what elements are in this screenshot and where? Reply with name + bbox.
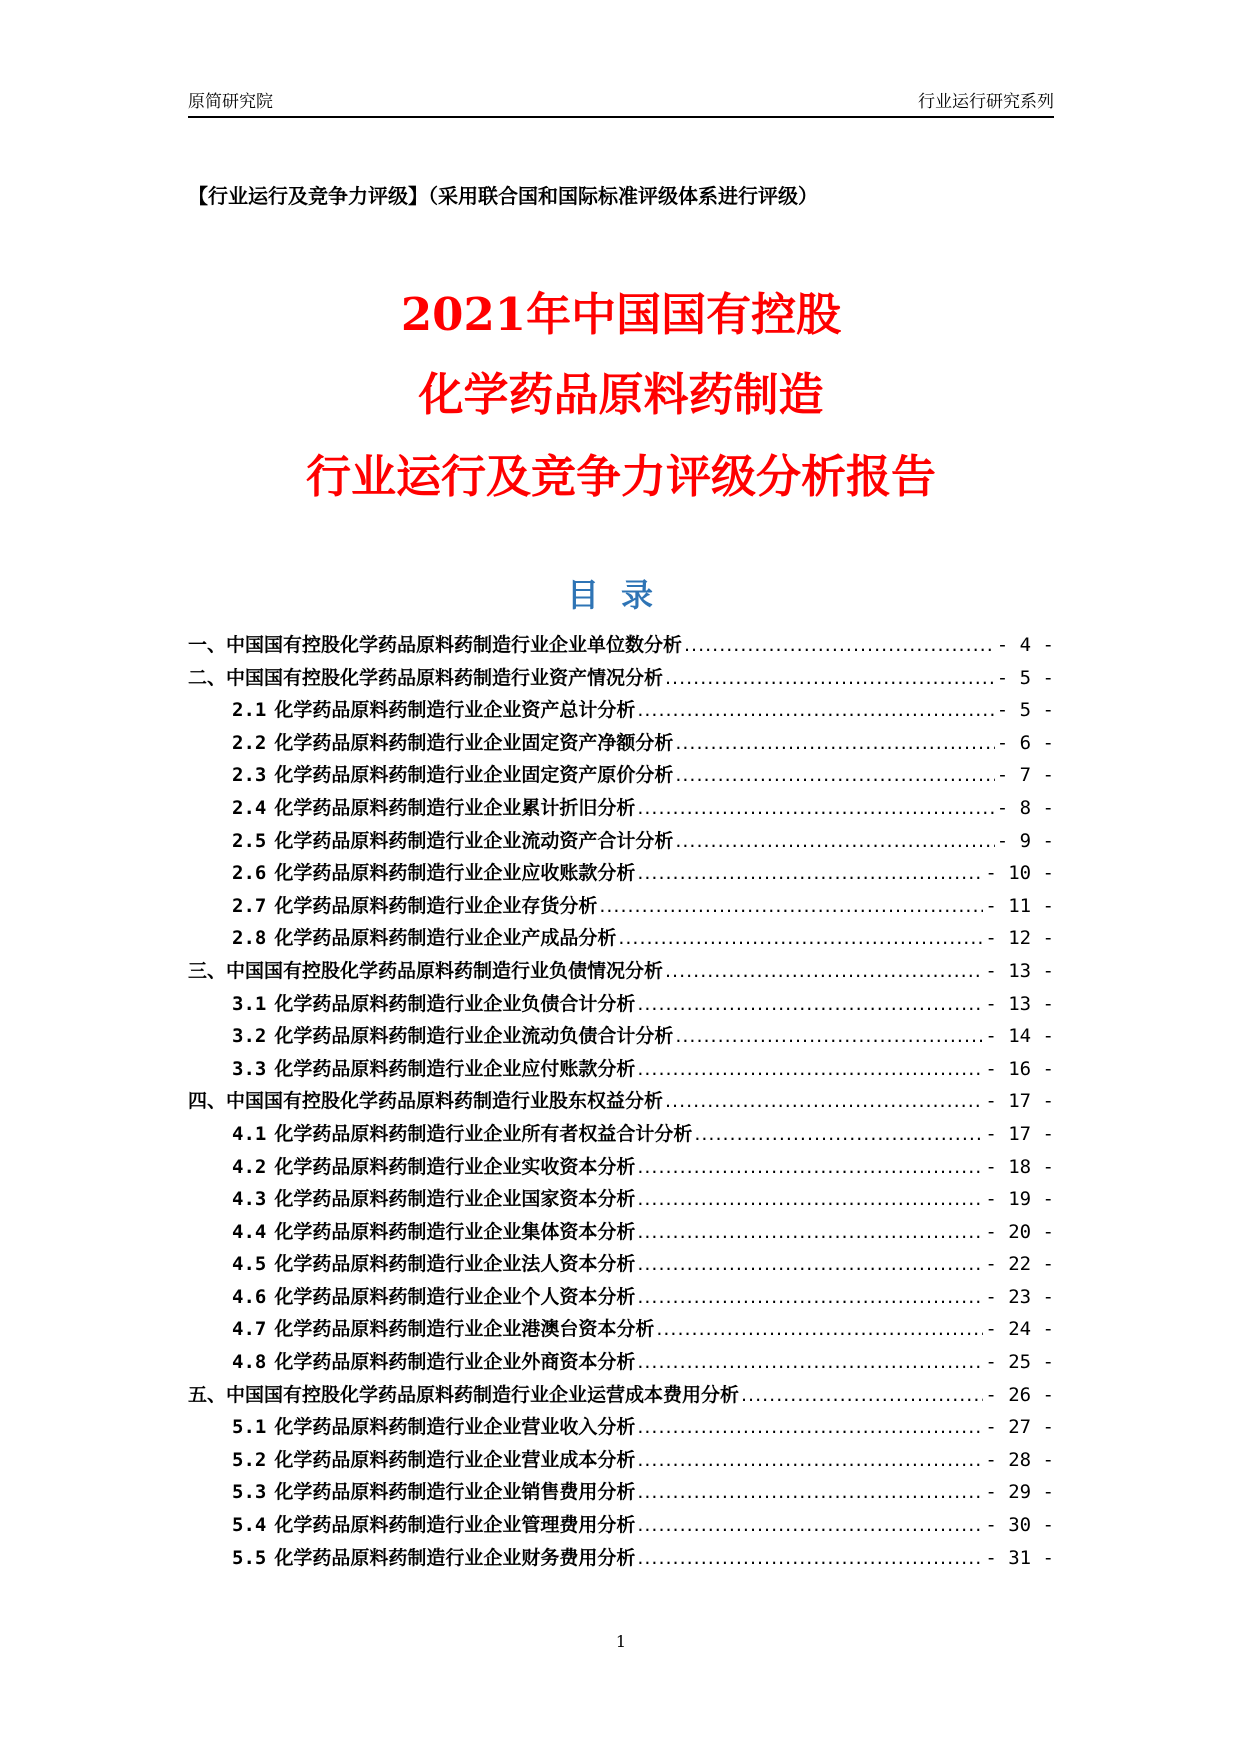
page-number: 1 bbox=[615, 1632, 627, 1651]
toc-entry-title: 五、中国国有控股化学药品原料药制造行业企业运营成本费用分析 bbox=[188, 1383, 740, 1406]
toc-entry-page: - 17 - bbox=[985, 1090, 1054, 1113]
toc-entry[interactable] bbox=[188, 988, 1054, 1021]
toc-dot-leader bbox=[637, 1248, 983, 1280]
toc-dot-leader bbox=[637, 1183, 983, 1215]
toc-entry[interactable] bbox=[188, 825, 1054, 858]
toc-entry[interactable] bbox=[188, 792, 1054, 825]
toc-entry[interactable] bbox=[188, 662, 1054, 695]
toc-entry-number: 4.2 bbox=[232, 1155, 267, 1178]
toc-entry-title: 化学药品原料药制造行业企业存货分析 bbox=[274, 894, 598, 917]
toc-entry-number: 2.2 bbox=[232, 731, 267, 754]
toc-entry-number: 4.4 bbox=[232, 1220, 267, 1243]
toc-dot-leader bbox=[637, 792, 994, 824]
toc-dot-leader bbox=[637, 1444, 983, 1476]
toc-entry-title: 化学药品原料药制造行业企业所有者权益合计分析 bbox=[274, 1122, 693, 1145]
toc-entry-title: 化学药品原料药制造行业企业应付账款分析 bbox=[274, 1057, 636, 1080]
toc-entry-number: 5.2 bbox=[232, 1448, 267, 1471]
toc-dot-leader bbox=[675, 1020, 983, 1052]
header-series: 行业运行研究系列 bbox=[918, 92, 1054, 112]
toc-entry[interactable] bbox=[188, 629, 1054, 662]
toc-entry-title: 化学药品原料药制造行业企业负债合计分析 bbox=[274, 992, 636, 1015]
page-header bbox=[188, 88, 1054, 116]
header-organization: 原简研究院 bbox=[188, 92, 273, 112]
toc-entry-title: 化学药品原料药制造行业企业法人资本分析 bbox=[274, 1253, 636, 1276]
toc-entry-number: 4.7 bbox=[232, 1318, 267, 1341]
toc-dot-leader bbox=[675, 825, 994, 857]
toc-entry-page: - 17 - bbox=[985, 1122, 1054, 1145]
toc-entry-page: - 11 - bbox=[985, 894, 1054, 917]
toc-entry-number: 3.1 bbox=[232, 992, 267, 1015]
toc-entry-page: - 5 - bbox=[996, 666, 1054, 689]
toc-dot-leader bbox=[675, 727, 994, 759]
toc-entry-page: - 22 - bbox=[985, 1253, 1054, 1276]
toc-entry[interactable] bbox=[188, 1542, 1054, 1575]
toc-entry-number: 4.6 bbox=[232, 1285, 267, 1308]
toc-entry-title: 化学药品原料药制造行业企业管理费用分析 bbox=[274, 1514, 636, 1537]
toc-entry[interactable] bbox=[188, 727, 1054, 760]
toc-entry[interactable] bbox=[188, 1444, 1054, 1477]
toc-entry-number: 4.8 bbox=[232, 1351, 267, 1374]
toc-entry-number: 4.5 bbox=[232, 1253, 267, 1276]
toc-dot-leader bbox=[694, 1118, 983, 1150]
toc-entry-title: 化学药品原料药制造行业企业产成品分析 bbox=[274, 927, 617, 950]
toc-dot-leader bbox=[684, 629, 995, 661]
toc-entry-title: 化学药品原料药制造行业企业个人资本分析 bbox=[274, 1285, 636, 1308]
toc-entry[interactable] bbox=[188, 1085, 1054, 1118]
toc-entry-page: - 29 - bbox=[985, 1481, 1054, 1504]
toc-entry[interactable] bbox=[188, 1346, 1054, 1379]
toc-entry-page: - 10 - bbox=[985, 862, 1054, 885]
toc-dot-leader bbox=[637, 1411, 983, 1443]
toc-entry-title: 化学药品原料药制造行业企业营业成本分析 bbox=[274, 1448, 636, 1471]
toc-entry-title: 化学药品原料药制造行业企业固定资产净额分析 bbox=[274, 731, 674, 754]
report-title-line-1: 2021年中国国有控股 bbox=[400, 288, 842, 341]
toc-entry-title: 化学药品原料药制造行业企业固定资产原价分析 bbox=[274, 764, 674, 787]
toc-dot-leader bbox=[665, 662, 995, 694]
toc-entry-page: - 20 - bbox=[985, 1220, 1054, 1243]
toc-entry-page: - 30 - bbox=[985, 1514, 1054, 1537]
toc-entry-page: - 25 - bbox=[985, 1351, 1054, 1374]
toc-entry[interactable] bbox=[188, 1020, 1054, 1053]
toc-dot-leader bbox=[637, 1053, 983, 1085]
toc-entry[interactable] bbox=[188, 1411, 1054, 1444]
toc-entry-page: - 28 - bbox=[985, 1448, 1054, 1471]
toc-entry-page: - 13 - bbox=[985, 959, 1054, 982]
toc-heading: 目录 bbox=[566, 576, 675, 614]
toc-entry[interactable] bbox=[188, 1248, 1054, 1281]
toc-entry-page: - 8 - bbox=[996, 796, 1054, 819]
toc-dot-leader bbox=[675, 759, 994, 791]
toc-entry-page: - 5 - bbox=[996, 699, 1054, 722]
toc-entry-title: 四、中国国有控股化学药品原料药制造行业股东权益分析 bbox=[188, 1090, 664, 1113]
toc-entry-number: 2.5 bbox=[232, 829, 267, 852]
toc-entry-number: 5.3 bbox=[232, 1481, 267, 1504]
toc-entry-number: 2.6 bbox=[232, 862, 267, 885]
toc-entry[interactable] bbox=[188, 857, 1054, 890]
toc-entry-number: 4.3 bbox=[232, 1188, 267, 1211]
toc-entry-title: 化学药品原料药制造行业企业集体资本分析 bbox=[274, 1220, 636, 1243]
toc-dot-leader bbox=[637, 1542, 983, 1574]
toc-entry[interactable] bbox=[188, 890, 1054, 923]
toc-entry-title: 化学药品原料药制造行业企业销售费用分析 bbox=[274, 1481, 636, 1504]
toc-dot-leader bbox=[637, 694, 994, 726]
toc-entry-page: - 31 - bbox=[985, 1546, 1054, 1569]
toc-entry[interactable] bbox=[188, 922, 1054, 955]
toc-entry-number: 2.1 bbox=[232, 699, 267, 722]
toc-entry-title: 化学药品原料药制造行业企业流动负债合计分析 bbox=[274, 1025, 674, 1048]
toc-entry-number: 2.7 bbox=[232, 894, 267, 917]
toc-dot-leader bbox=[637, 1281, 983, 1313]
toc-entry[interactable] bbox=[188, 694, 1054, 727]
toc-entry-title: 化学药品原料药制造行业企业财务费用分析 bbox=[274, 1546, 636, 1569]
toc-entry-page: - 27 - bbox=[985, 1416, 1054, 1439]
toc-entry-title: 二、中国国有控股化学药品原料药制造行业资产情况分析 bbox=[188, 666, 664, 689]
toc-entry[interactable] bbox=[188, 1151, 1054, 1184]
toc-entry-page: - 18 - bbox=[985, 1155, 1054, 1178]
toc-entry[interactable] bbox=[188, 1281, 1054, 1314]
toc-entry-title: 化学药品原料药制造行业企业累计折旧分析 bbox=[274, 796, 636, 819]
toc-dot-leader bbox=[656, 1313, 983, 1345]
toc-entry[interactable] bbox=[188, 1509, 1054, 1542]
report-title-line-3: 行业运行及竞争力评级分析报告 bbox=[305, 450, 936, 503]
toc-dot-leader bbox=[599, 890, 983, 922]
toc-dot-leader bbox=[637, 1346, 983, 1378]
toc-entry-page: - 16 - bbox=[985, 1057, 1054, 1080]
toc-entry[interactable] bbox=[188, 1379, 1054, 1412]
report-title-line-2: 化学药品原料药制造 bbox=[418, 368, 824, 421]
toc-entry-title: 化学药品原料药制造行业企业营业收入分析 bbox=[274, 1416, 636, 1439]
toc-entry-number: 2.3 bbox=[232, 764, 267, 787]
toc-entry-title: 化学药品原料药制造行业企业实收资本分析 bbox=[274, 1155, 636, 1178]
toc-entry-page: - 4 - bbox=[996, 634, 1054, 656]
table-of-contents bbox=[188, 629, 1054, 1574]
toc-entry-number: 5.4 bbox=[232, 1514, 267, 1537]
toc-entry-page: - 24 - bbox=[985, 1318, 1054, 1341]
toc-dot-leader bbox=[637, 988, 983, 1020]
toc-dot-leader bbox=[637, 857, 983, 889]
toc-dot-leader bbox=[665, 955, 983, 987]
toc-dot-leader bbox=[637, 1216, 983, 1248]
toc-entry[interactable] bbox=[188, 1476, 1054, 1509]
toc-entry-title: 一、中国国有控股化学药品原料药制造行业企业单位数分析 bbox=[188, 634, 683, 656]
toc-entry[interactable] bbox=[188, 1183, 1054, 1216]
toc-entry-title: 化学药品原料药制造行业企业资产总计分析 bbox=[274, 699, 636, 722]
toc-entry-page: - 13 - bbox=[985, 992, 1054, 1015]
toc-entry[interactable] bbox=[188, 955, 1054, 988]
toc-entry-number: 3.3 bbox=[232, 1057, 267, 1080]
toc-entry-page: - 12 - bbox=[985, 927, 1054, 950]
toc-entry-number: 2.8 bbox=[232, 927, 267, 950]
toc-entry-page: - 19 - bbox=[985, 1188, 1054, 1211]
toc-entry-page: - 9 - bbox=[996, 829, 1054, 852]
toc-entry-title: 化学药品原料药制造行业企业港澳台资本分析 bbox=[274, 1318, 655, 1341]
toc-dot-leader bbox=[637, 1509, 983, 1541]
toc-entry-number: 2.4 bbox=[232, 796, 267, 819]
toc-dot-leader bbox=[637, 1476, 983, 1508]
toc-entry-page: - 7 - bbox=[996, 764, 1054, 787]
toc-entry-page: - 26 - bbox=[985, 1383, 1054, 1406]
toc-entry-title: 三、中国国有控股化学药品原料药制造行业负债情况分析 bbox=[188, 959, 664, 982]
toc-entry[interactable] bbox=[188, 1216, 1054, 1249]
toc-entry[interactable] bbox=[188, 1118, 1054, 1151]
header-divider bbox=[188, 116, 1054, 118]
toc-entry-title: 化学药品原料药制造行业企业国家资本分析 bbox=[274, 1188, 636, 1211]
toc-entry-number: 4.1 bbox=[232, 1122, 267, 1145]
toc-entry-title: 化学药品原料药制造行业企业应收账款分析 bbox=[274, 862, 636, 885]
toc-entry-page: - 14 - bbox=[985, 1025, 1054, 1048]
toc-entry-number: 5.5 bbox=[232, 1546, 267, 1569]
toc-entry-title: 化学药品原料药制造行业企业流动资产合计分析 bbox=[274, 829, 674, 852]
toc-entry[interactable] bbox=[188, 1313, 1054, 1346]
toc-dot-leader bbox=[618, 922, 983, 954]
toc-entry-number: 3.2 bbox=[232, 1025, 267, 1048]
toc-entry[interactable] bbox=[188, 1053, 1054, 1086]
toc-entry-number: 5.1 bbox=[232, 1416, 267, 1439]
toc-dot-leader bbox=[741, 1379, 983, 1411]
toc-entry-title: 化学药品原料药制造行业企业外商资本分析 bbox=[274, 1351, 636, 1374]
toc-entry-page: - 23 - bbox=[985, 1285, 1054, 1308]
toc-dot-leader bbox=[665, 1085, 983, 1117]
toc-dot-leader bbox=[637, 1151, 983, 1183]
toc-entry-page: - 6 - bbox=[996, 731, 1054, 754]
toc-entry[interactable] bbox=[188, 759, 1054, 792]
rating-note: 【行业运行及竞争力评级】（采用联合国和国际标准评级体系进行评级） bbox=[188, 184, 818, 208]
